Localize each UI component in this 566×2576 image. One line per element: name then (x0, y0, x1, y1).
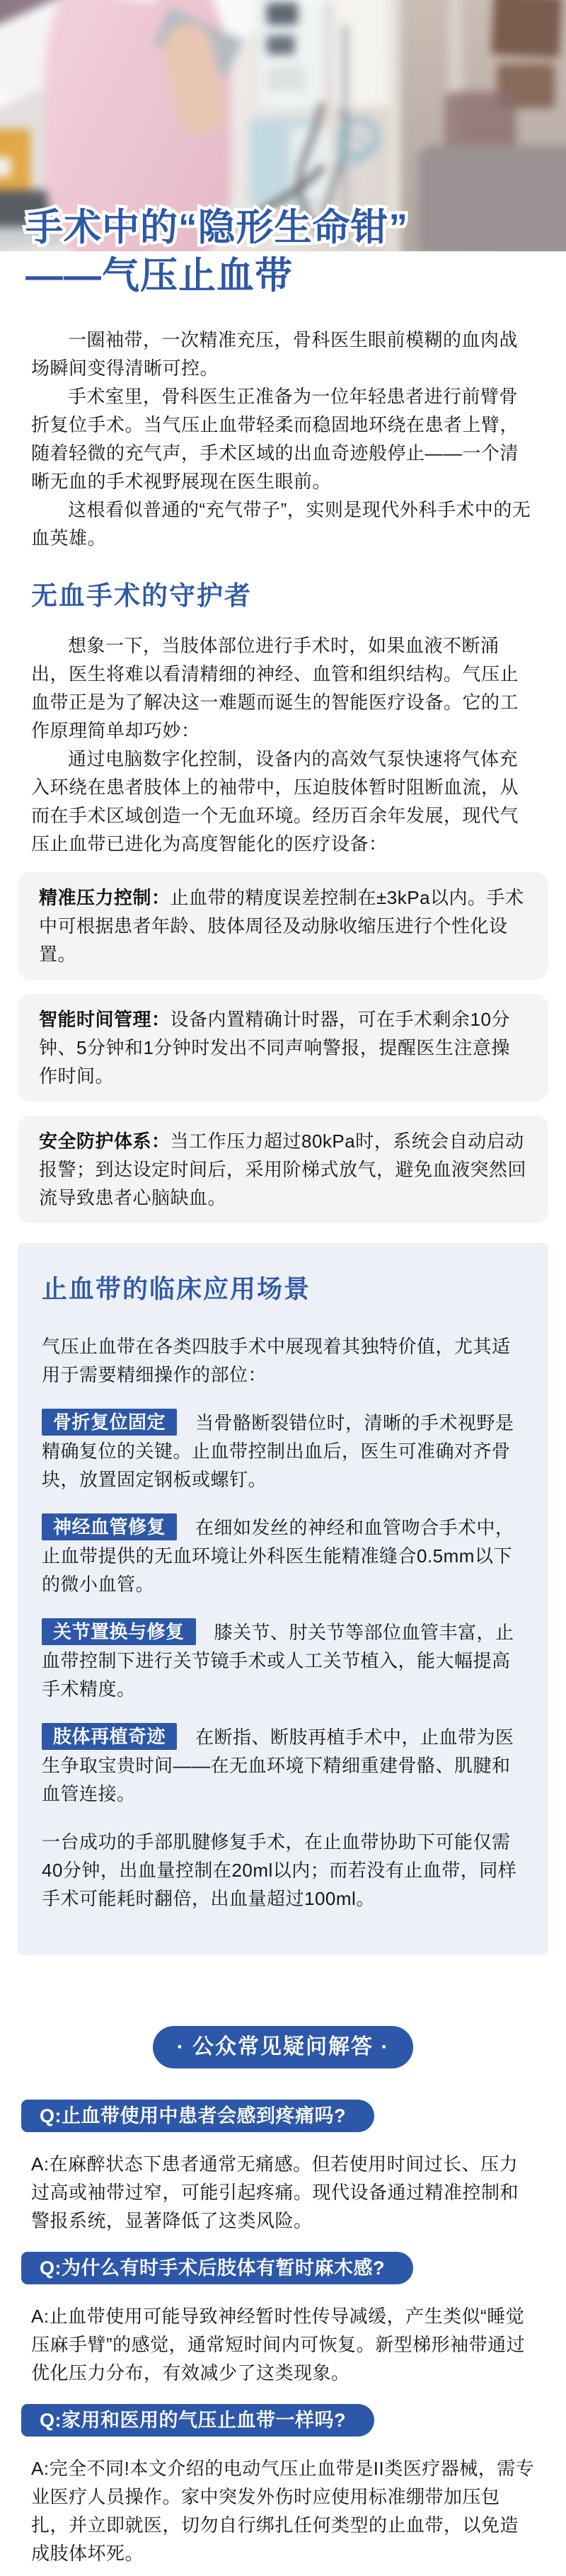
clinical-item-nerve (42, 1513, 524, 1598)
tag-limb-replantation: 肢体再植奇迹 (42, 1723, 177, 1750)
clinical-item-text: 在细如发丝的神经和血管吻合手术中，止血带提供的无血环境让外科医生能精准缝合0.5mm以下的微小血管。 (42, 1517, 514, 1595)
intro-section (0, 251, 566, 858)
page-title-line1: 手术中的“隐形生命钳” (25, 207, 408, 248)
clinical-intro: 气压止血带在各类四肢手术中展现着其独特价值，尤其适用于需要精细操作的部位： (42, 1336, 511, 1385)
feature-box-pressure (18, 872, 548, 980)
intro-paragraph-2: 手术室里，骨科医生正准备为一位年轻患者进行前臂骨折复位手术。当气压止血带轻柔而稳固地环绕在患者上臂，随着轻微的充气声，手术区域的出血奇迹般停止——一个清晰无血的手术视野展现在医生眼前。 (31, 386, 519, 492)
clinical-item-text: 当骨骼断裂错位时，清晰的手术视野是精确复位的关键。止血带控制出血后，医生可准确对齐骨块，放置固定钢板或螺钉。 (42, 1412, 514, 1490)
tag-nerve-vessel-repair: 神经血管修复 (42, 1513, 177, 1540)
intro-paragraph-1: 一圈袖带，一次精准充压，骨科医生眼前模糊的血肉战场瞬间变得清晰可控。 (31, 329, 519, 379)
clinical-item-text: 在断指、断肢再植手术中，止血带为医生争取宝贵时间——在无血环境下精细重建骨骼、肌腱和血管连接。 (42, 1727, 514, 1804)
clinical-item-replantation (42, 1723, 524, 1808)
guardian-paragraph-1: 想象一下，当肢体部位进行手术时，如果血液不断涌出，医生将难以看清精细的神经、血管和组织结构。气压止血带正是为了解决这一难题而诞生的智能医疗设备。它的工作原理简单却巧妙： (31, 635, 519, 741)
faq-answer-2: A:止血带使用可能导致神经暂时性传导减缓，产生类似“睡觉压麻手臂”的感觉，通常短时间内可恢复。新型梯形袖带通过优化压力分布，有效减少了这类现象。 (31, 2306, 526, 2383)
faq-question-2: Q:为什么有时手术后肢体有暂时麻木感? (21, 2252, 413, 2284)
faq-badge: · 公众常见疑问解答 · (153, 2026, 414, 2068)
page-title (25, 204, 408, 300)
feature-label: 智能时间管理： (39, 1009, 171, 1030)
faq-section (0, 2026, 566, 2568)
page-title-line2: ——气压止血带 (25, 255, 293, 297)
faq-question-3: Q:家用和医用的气压止血带一样吗? (21, 2404, 374, 2437)
feature-text: 止血带的精度误差控制在±3kPa以内。手术中可根据患者年龄、肢体周径及动脉收缩压进行个性化设置。 (39, 887, 524, 965)
faq-question-1: Q:止血带使用中患者会感到疼痛吗? (21, 2100, 374, 2132)
clinical-heading: 止血带的临床应用场景 (42, 1274, 311, 1303)
feature-box-timer (18, 994, 548, 1101)
faq-answer-3: A:完全不同!本文介绍的电动气压止血带是II类医疗器械，需专业医疗人员操作。家中突发外伤时应使用标准绷带加压包扎，并立即就医，切勿自行绑扎任何类型的止血带，以免造成肢体坏死。 (31, 2458, 535, 2564)
feature-text: 设备内置精确计时器，可在手术剩余10分钟、5分钟和1分钟时发出不同声响警报，提醒医生注意操作时间。 (39, 1009, 510, 1087)
tag-fracture-fixation: 骨折复位固定 (42, 1409, 177, 1436)
faq-answer-1: A:在麻醉状态下患者通常无痛感。但若使用时间过长、压力过高或袖带过窄，可能引起疼痛。现代设备通过精准控制和警报系统，显著降低了这类风险。 (31, 2153, 519, 2231)
feature-label: 精准压力控制： (39, 887, 171, 908)
guardian-paragraph-2: 通过电脑数字化控制，设备内的高效气泵快速将气体充入环绕在患者肢体上的袖带中，压迫肢体暂时阻断血流，从而在手术区域创造一个无血环境。经历百余年发展，现代气压止血带已进化为高度智能化的医疗设备： (31, 748, 519, 854)
feature-box-safety (18, 1116, 548, 1223)
guardian-heading: 无血手术的守护者 (31, 581, 252, 610)
clinical-section (18, 1243, 548, 1955)
clinical-closing: 一台成功的手部肌腱修复手术，在止血带协助下可能仅需40分钟，出血量控制在20ml以内；而若没有止血带，同样手术可能耗时翻倍，出血量超过100ml。 (42, 1831, 517, 1909)
intro-paragraph-3: 这根看似普通的“充气带子”，实则是现代外科手术中的无血英雄。 (31, 499, 531, 549)
feature-text: 当工作压力超过80kPa时，系统会自动启动报警；到达设定时间后，采用阶梯式放气，避免血液突然回流导致患者心脑缺血。 (39, 1130, 527, 1208)
tag-joint-replacement: 关节置换与修复 (42, 1618, 196, 1645)
clinical-item-text: 膝关节、肘关节等部位血管丰富，止血带控制下进行关节镜手术或人工关节植入，能大幅提高手术精度。 (42, 1622, 514, 1700)
clinical-item-joint (42, 1618, 524, 1703)
feature-label: 安全防护体系： (39, 1130, 171, 1152)
clinical-item-fracture (42, 1409, 524, 1494)
